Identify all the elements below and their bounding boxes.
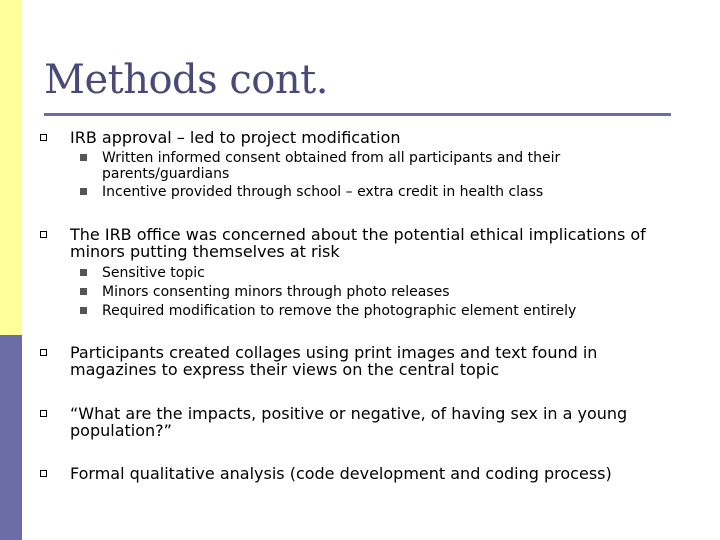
accent-bar-bottom [0,335,22,540]
bullet-square-icon [40,470,47,477]
accent-bar-top [0,0,22,335]
bullet-5-text: Formal qualitative analysis (code development and coding process) [70,464,612,483]
bullet-2-sub-3: Required modification to remove the photographic element entirely [102,303,577,319]
bullet-square-icon [40,134,47,141]
bullet-4-text: “What are the impacts, positive or negative, of having sex in a young population?” [70,404,628,440]
bullet-2-text: The IRB office was concerned about the potential ethical implications of minors putting themselves at risk [70,225,646,261]
bullet-1-text: IRB approval – led to project modification [70,128,401,147]
sub-bullet-square-icon [80,288,87,295]
sub-bullet-square-icon [80,269,87,276]
title-divider [44,113,671,116]
bullet-square-icon [40,349,47,356]
bullet-1-sub-1: Written informed consent obtained from all participants and their parents/guardians [102,150,561,182]
bullet-2-sub-1: Sensitive topic [102,265,205,281]
bullet-square-icon [40,410,47,417]
sub-bullet-square-icon [80,154,87,161]
bullet-1-sub-2: Incentive provided through school – extra credit in health class [102,184,544,200]
bullet-2-sub-2: Minors consenting minors through photo releases [102,284,450,300]
slide-title: Methods cont. [44,57,328,103]
sub-bullet-square-icon [80,307,87,314]
bullet-square-icon [40,231,47,238]
sub-bullet-square-icon [80,188,87,195]
bullet-3-text: Participants created collages using print images and text found in magazines to express their views on the central topic [70,343,598,379]
